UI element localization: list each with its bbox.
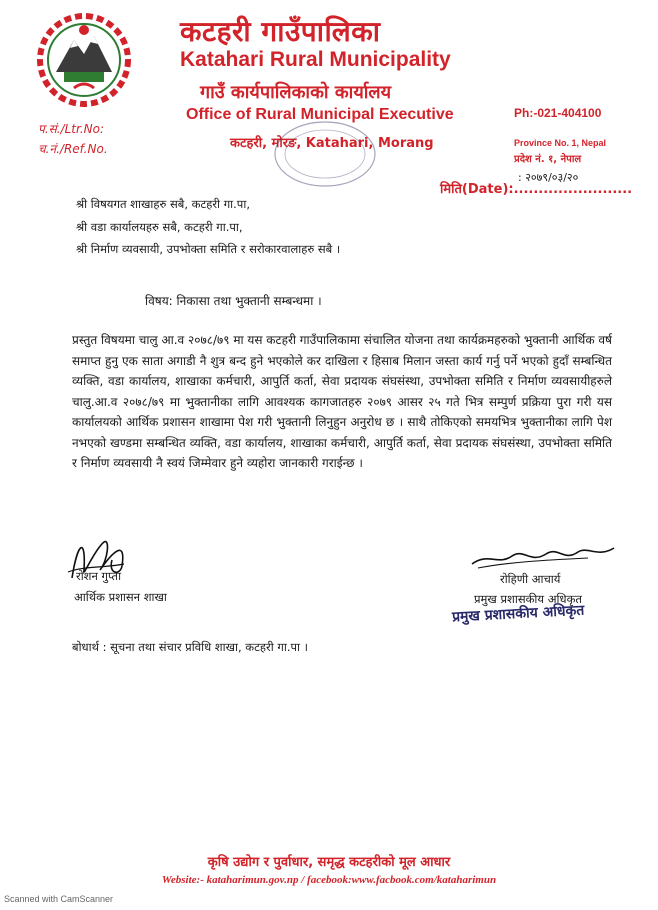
copy-to-line: बोधार्थ : सूचना तथा संचार प्रविधि शाखा, कटहरी गा.पा ।	[72, 640, 308, 654]
letter-body-paragraph: प्रस्तुत विषयमा चालु आ.व २०७८/७९ मा यस कटहरी गाउँपालिकामा संचालित योजना तथा कार्यक्रमहरुको भुक्तानी आर्थिक वर्ष समाप्त हुनु एक साता अगाडी नै शुत्र बन्द हुने भएकोले कर दाखिला र हिसाब मिलान जस्ता कार्य गर्नु पर्ने भएको हुदाँ सम्बन्धित व्यक्ति, वडा कार्यालय, शाखाका कर्मचारी, आपुर्ति कर्ता, सेवा प्रदायक संघसंस्था, उपभोक्ता समिति र निर्माण व्यवसायीहरुले चालु.आ.व २०७८/७९ मा भुक्तानीका लागि आवश्यक कागजातहरु २०७९ आसर २५ गते भित्र सम्पुर्ण प्रक्रिया पुरा गरी यस कार्यालयको आर्थिक प्रशासन शाखामा पेश गरी भुक्तानी लिनुहुन अनुरोध छ । साथै तोकिएको समयभित्र भुक्तानीका लागि पेश नभएको खण्डमा सम्बन्धित व्यक्ति, वडा कार्यालय, शाखाका कर्मचारी, आपुर्ति कर्ता, सेवा प्रदायक संघसंस्था, उपभोक्ता समिति र निर्माण व्यवसायी नै स्वयं जिम्मेवार हुने व्यहोरा जानकारी गराईन्छ ।	[72, 333, 612, 470]
office-address: कटहरी, मोरङ, Katahari, Morang	[230, 136, 434, 151]
reference-number-label: च.नं./Ref.No.	[38, 142, 108, 156]
right-signatory-title: प्रमुख प्रशासकीय अधिकृत	[474, 592, 582, 606]
recipient-line: श्री निर्माण व्यवसायी, उपभोक्ता समिति र सरोकारवालाहरु सबै ।	[76, 242, 341, 256]
scanner-watermark: Scanned with CamScanner	[4, 894, 114, 904]
municipality-name-nepali: कटहरी गाउँपालिका	[180, 15, 381, 48]
recipient-line: श्री विषयगत शाखाहरु सबै, कटहरी गा.पा,	[76, 197, 250, 211]
office-name-nepali: गाउँ कार्यपालिकाको कार्यालय	[200, 82, 392, 103]
designation-stamp: प्रमुख प्रशासकीय अधिकृत	[451, 602, 585, 626]
letter-number-label: प.सं./Ltr.No:	[38, 122, 104, 136]
right-signature-scribble	[468, 538, 618, 572]
footer-slogan: कृषि उद्योग र पुर्वाधार, समृद्ध कटहरीको मूल आधार	[207, 855, 451, 870]
office-name-english: Office of Rural Municipal Executive	[186, 106, 454, 123]
province-nepali: प्रदेश नं. १, नेपाल	[514, 154, 582, 165]
left-signatory-title: आर्थिक प्रशासन शाखा	[74, 590, 167, 604]
nepal-emblem-logo	[34, 10, 134, 110]
footer-website: Website:- kataharimun.gov.np / facebook:www.facbook.com/kataharimun	[161, 874, 497, 886]
left-signatory-name: रोशन गुप्ता	[76, 569, 122, 583]
recipient-line: श्री वडा कार्यालयहरु सबै, कटहरी गा.पा,	[76, 220, 243, 234]
date-value: : २०७९/०३/२०	[518, 171, 579, 184]
letter-subject: विषय: निकासा तथा भुक्तानी सम्बन्धमा ।	[145, 294, 322, 308]
province-english: Province No. 1, Nepal	[514, 138, 607, 148]
office-seal-stamp	[270, 118, 380, 190]
right-signatory-name: रोहिणी आचार्य	[500, 572, 561, 586]
date-label: मिति(Date):........................	[440, 182, 633, 197]
municipality-name-english: Katahari Rural Municipality	[180, 48, 451, 71]
phone-number: Ph:-021-404100	[514, 106, 602, 120]
